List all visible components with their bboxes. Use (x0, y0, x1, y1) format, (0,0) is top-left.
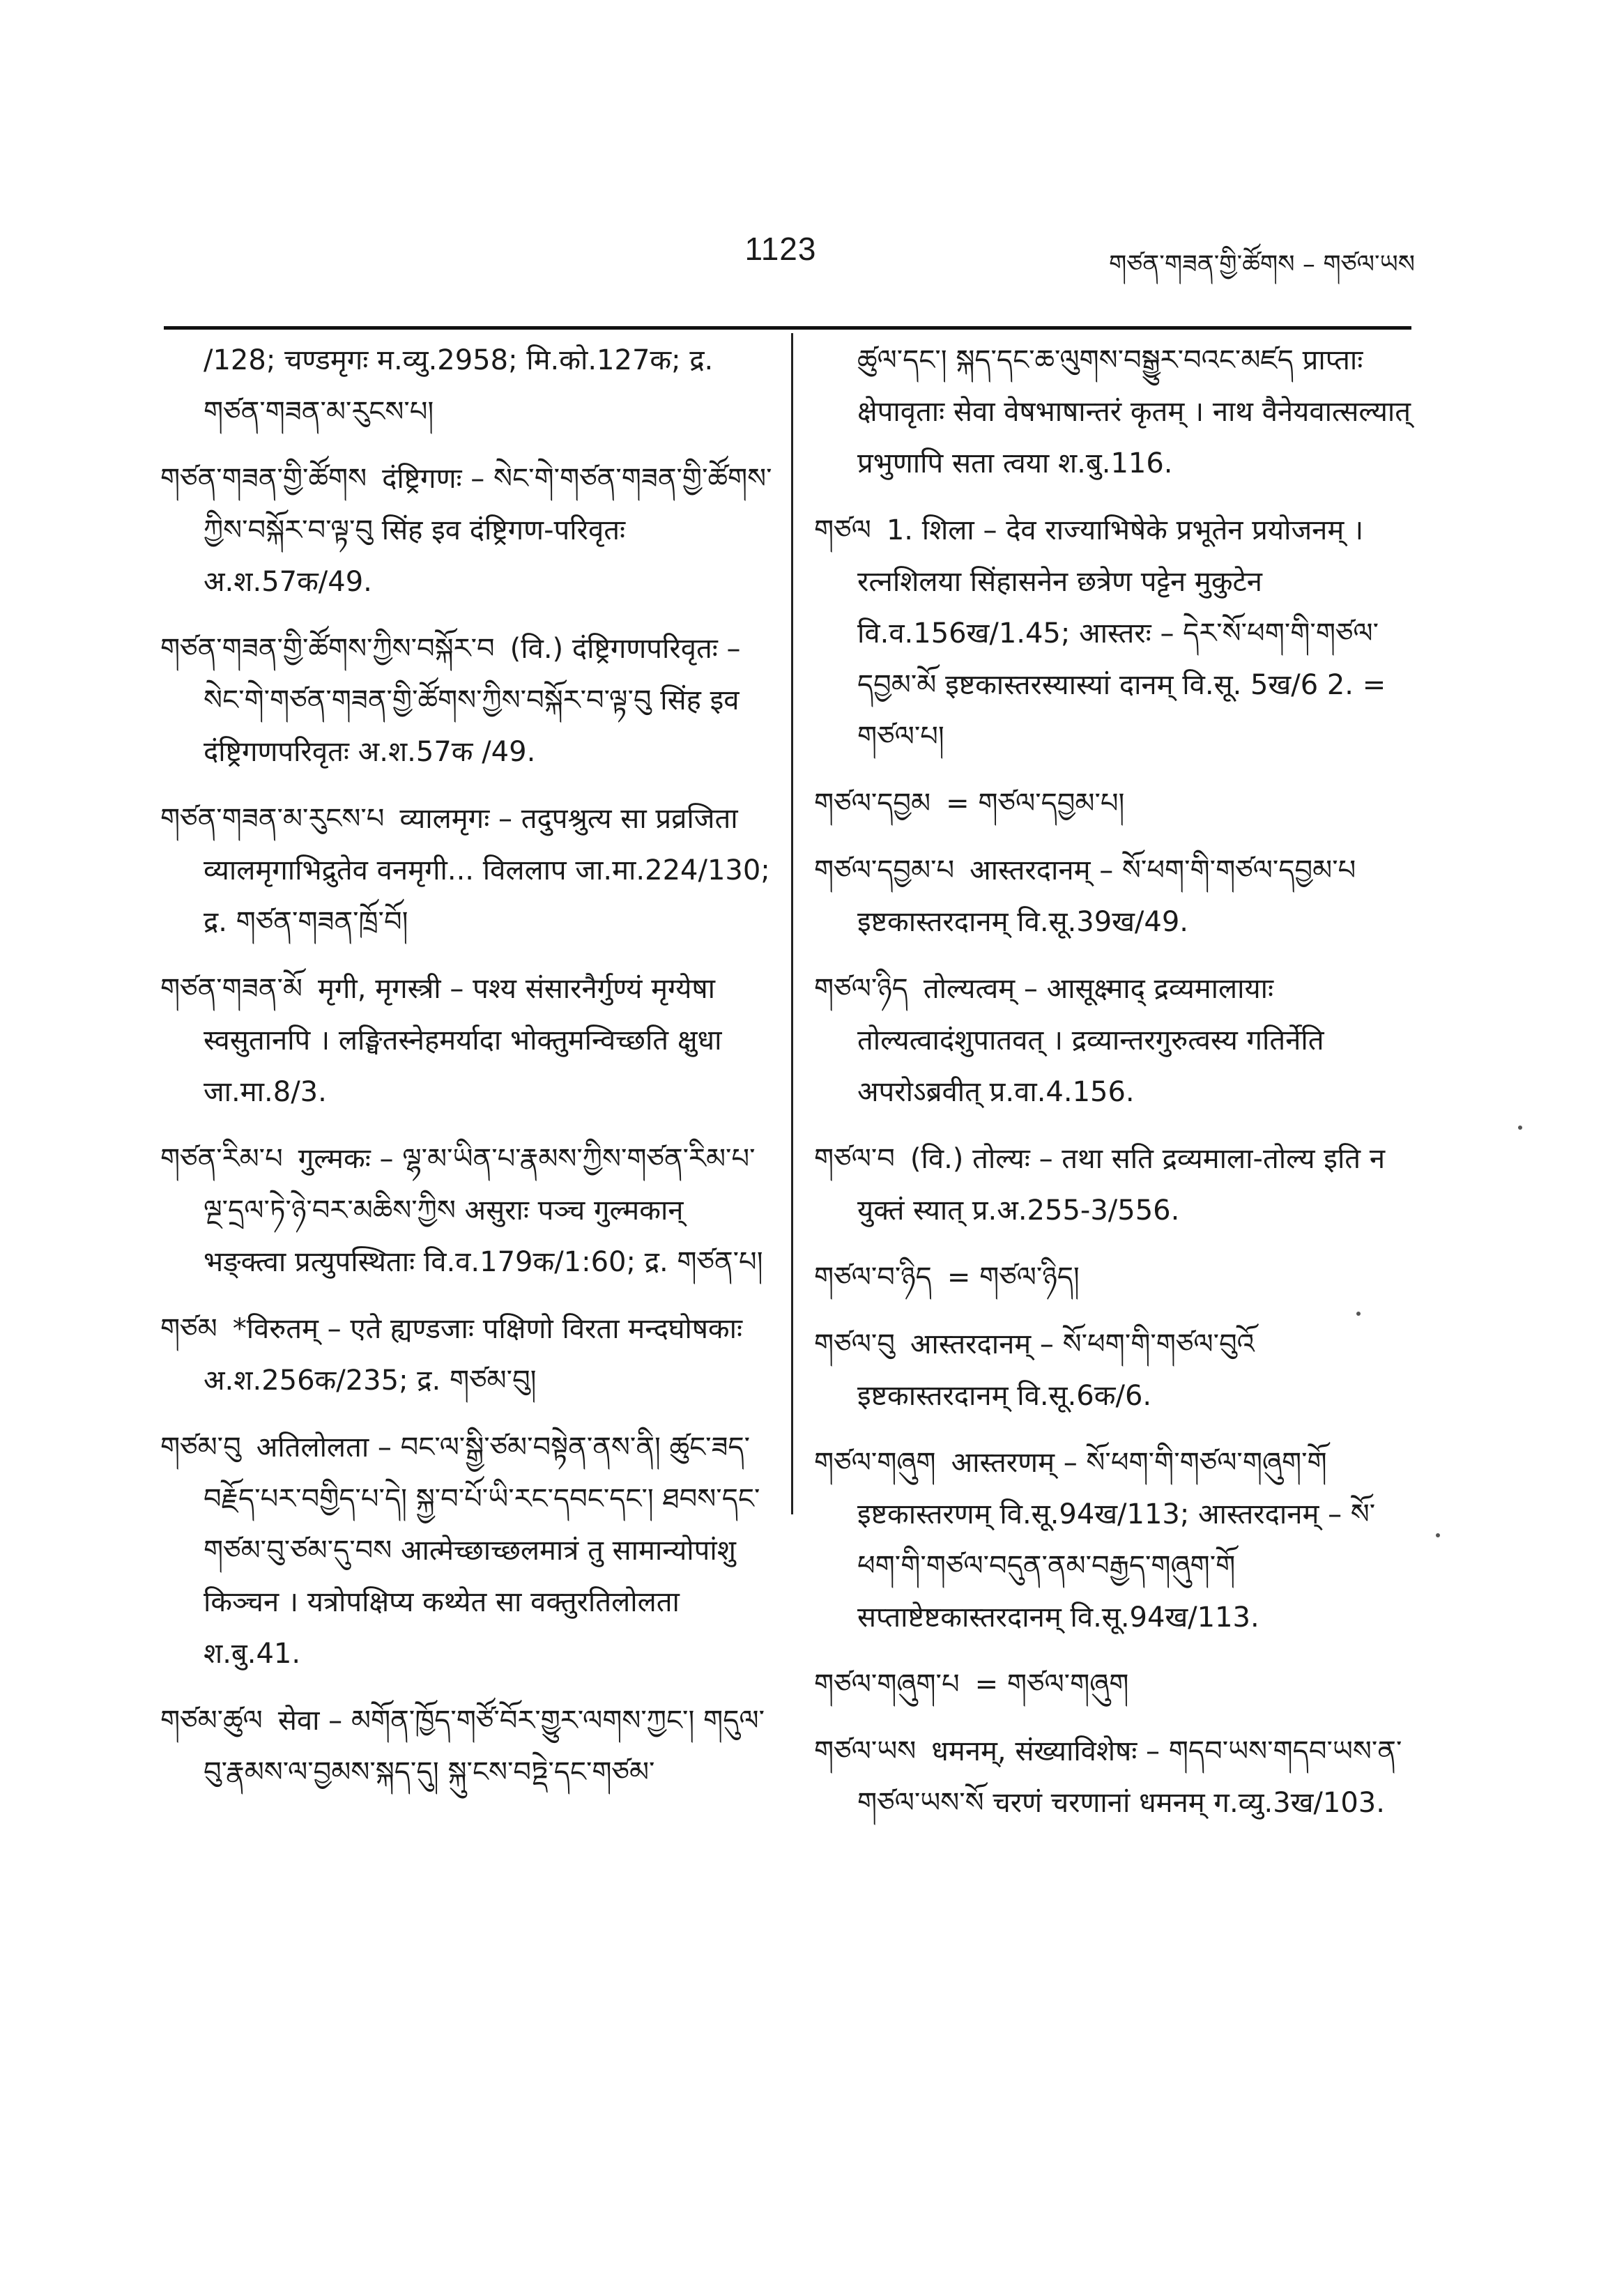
entry-headword: གཙམ་བུ (160, 1431, 241, 1464)
entry-text: = གཙལ་གཞུག (974, 1668, 1129, 1700)
entry-text: आस्तरदानम् – སོ་ཕག་གི་གཙལ་བུའོ इष्टकास्तरदानम् वि.सू.6क/6. (857, 1328, 1255, 1412)
entry-headword: གཙན་གཟན་གྱི་ཚོགས་ཀྱིས་བསྐོར་བ (160, 633, 495, 665)
right-column (814, 335, 1414, 1844)
dictionary-entry (160, 453, 774, 608)
dictionary-entry (814, 1659, 1414, 1710)
entry-text: (वि.) तोल्यः – तथा सति द्रव्यमाला-तोल्य इति न युक्तं स्यात् प्र.अ.255-3/556. (857, 1143, 1386, 1227)
entry-headword: གཙན་གཟན་མ་རུངས་པ (160, 803, 385, 835)
dictionary-entry (814, 778, 1414, 829)
dictionary-entry (160, 1133, 774, 1288)
header-rule (164, 326, 1411, 330)
page-number: 1123 (744, 231, 817, 267)
dictionary-entry (814, 1319, 1414, 1422)
dictionary-entry (160, 963, 774, 1118)
dictionary-entry (160, 1422, 774, 1680)
entry-text: अतिलोलता – བང་ལ་སྒྱི་ཙམ་བསྟེན་ནས་ནི། ཚུང་ཟད་བརྗོད་པར་བགྱིད་པ་དེ། སྐྱ་བ་པོ་ཡི་རང་དབང་དང་། ཐབས་དང་གཙམ་བུ་ཙམ་དུ་བས आत्मेच्छाच्छलमात्रं तु सामान्योपांशु किञ्चन । यत्रोपक्षिप्य कथ्येत सा वक्तुरतिलोलता श.बु.41. (204, 1431, 760, 1670)
entry-headword: གཙལ་བུ (814, 1328, 895, 1360)
entry-text: सेवा – མགོན་ཁྱོད་གཙོ་བོར་གྱུར་ལགས་ཀྱང་། གདུལ་བུ་རྣམས་ལ་བྱམས་སྐད་དུ། སྐུ་ངས་བཏྡེ་དང་གཙམ་ (204, 1705, 765, 1788)
entry-headword: གཙན་རིམ་པ (160, 1143, 283, 1175)
entry-text: तोल्यत्वम् – आसूक्ष्माद् द्रव्यमालायाः तोल्यत्वादंशुपातवत् । द्रव्यान्तरगुरुत्वस्य गतिर्नेति अपरोऽब्रवीत् प्र.वा.4.156. (857, 973, 1324, 1108)
entry-headword: གཙལ་དབྱམ (814, 788, 931, 820)
entry-headword: གཙལ་གཞུག (814, 1447, 936, 1479)
dictionary-entry (814, 505, 1414, 762)
entry-headword: གཙམ་ཚུལ (160, 1705, 263, 1737)
entry-text: आस्तरणम् – སོ་ཕག་གི་གཙལ་གཞུག་གོ इष्टकास्तरणम् वि.सू.94ख/113; आस्तरदानम् – སོ་ཕག་གི་གཙལ་བདུན་ནམ་བརྒྱད་གཞུག་གོ सप्ताष्टेष्टकास्तरदानम् वि.सू.94ख/113. (857, 1447, 1376, 1634)
dictionary-entry (814, 1133, 1414, 1236)
entry-headword: གཙལ་ཡས (814, 1735, 917, 1767)
dictionary-entry (160, 1303, 774, 1406)
dictionary-entry (160, 793, 774, 948)
entry-headword: གཙལ་དབྱམ་པ (814, 854, 955, 886)
speck (1518, 1126, 1522, 1130)
entry-text: गुल्मकः – ལྷ་མ་ཡིན་པ་རྣམས་ཀྱིས་གཙན་རིམ་པ་ལྔ་དྲལ་ཏེ་ཉེ་བར་མཆིས་ཀྱིས असुराः पञ्च गुल्मकान् भङ्क्त्वा प्रत्युपस्थिताः वि.व.179क/1:60; द्र. གཙན་པ། (204, 1143, 763, 1278)
dictionary-entry (814, 1252, 1414, 1303)
running-head: གཙན་གཟན་གྱི་ཚོགས – གཙལ་ཡས (1109, 250, 1415, 279)
entry-text: 1. शिला – देव राज्याभिषेके प्रभूतेन प्रयोजनम् । रत्नशिलया सिंहासनेन छत्रेण पट्टेन मुकुटेन वि.व.156ख/1.45; आस्तरः – དེར་སོ་ཕག་གི་གཙལ་དབྱམ་མོ इष्टकास्तरस्यास्यां दानम् वि.सू. 5ख/6 2. = གཙལ་པ། (857, 514, 1386, 753)
entry-headword: གཙལ་བ་ཉིད (814, 1261, 932, 1293)
dictionary-entry (160, 623, 774, 778)
speck (1356, 1312, 1361, 1316)
left-column (160, 335, 774, 1813)
entry-text: = གཙལ་དབྱམ་པ། (946, 788, 1125, 820)
entry-headword: གཙན་གཟན་གྱི་ཚོགས (160, 463, 367, 495)
dictionary-entry (814, 845, 1414, 948)
dictionary-entry (814, 1437, 1414, 1643)
dictionary-entry (814, 335, 1414, 489)
entry-text: धमनम्, संख्याविशेषः – གདབ་ཡས་གདབ་ཡས་ན་གཙལ་ཡས་སོ चरणं चरणानां धमनम् ग.व्यु.3ख/103. (857, 1735, 1402, 1819)
entry-text: ཚུལ་དང་། སྐད་དང་ཆ་ལུགས་བསྒྱུར་བའང་མཛད प्राप्ताः क्षेपावृताः सेवा वेषभाषान्तरं कृतम् । नाथ वैनेयवात्सल्यात् प्रभुणापि सता त्वया श.बु.116. (857, 344, 1411, 479)
column-divider (791, 333, 793, 1514)
entry-text: *विरुतम् – एते ह्यण्डजाः पक्षिणो विरता मन्दघोषकाः अ.श.256क/235; द्र. གཙམ་བུ། (204, 1313, 743, 1397)
dictionary-entry (160, 335, 774, 438)
entry-text: आस्तरदानम् – སོ་ཕག་གི་གཙལ་དབྱམ་པ इष्टकास्तरदानम् वि.सू.39ख/49. (857, 854, 1356, 938)
entry-headword: གཙལ (814, 514, 871, 546)
entry-headword: གཙལ་གཞུག་པ (814, 1668, 960, 1700)
entry-text: (वि.) दंष्ट्रिगणपरिवृतः – སེང་གེ་གཙན་གཟན་གྱི་ཚོགས་ཀྱིས་བསྐོར་བ་ལྟ་བུ सिंह इव दंष्ट्रिगणपरिवृतः अ.श.57क /49. (204, 633, 741, 768)
entry-text: मृगी, मृगस्त्री – पश्य संसारनैर्गुण्यं मृग्येषा स्वसुतानपि । लङ्घितस्नेहमर्यादा भोक्तुमन्विच्छति क्षुधा जा.मा.8/3. (204, 973, 722, 1108)
dictionary-entry (160, 1695, 774, 1798)
entry-headword: གཙམ (160, 1313, 217, 1345)
entry-text: = གཙལ་ཉིད། (947, 1261, 1080, 1293)
speck (1436, 1533, 1440, 1537)
entry-text: व्यालमृगः – तदुपश्रुत्य सा प्रव्रजिता व्यालमृगाभिद्रुतेव वनमृगी... विललाप जा.मा.224/130; द्र. གཙན་གཟན་ཁྲོ་བོ། (204, 803, 770, 938)
entry-headword: གཙན་གཟན་མོ (160, 973, 302, 1005)
entry-text: /128; चण्डमृगः म.व्यु.2958; मि.को.127क; द्र. གཙན་གཟན་མ་རུངས་པ། (204, 344, 714, 428)
dictionary-entry (814, 963, 1414, 1118)
entry-text: दंष्ट्रिगणः – སེང་གེ་གཙན་གཟན་གྱི་ཚོགས་ཀྱིས་བསྐོར་བ་ལྟ་བུ सिंह इव दंष्ट्रिगण-परिवृतः अ.श.57क/49. (204, 463, 772, 598)
entry-headword: གཙལ་ཉིད (814, 973, 908, 1005)
entry-headword: གཙལ་བ (814, 1143, 895, 1175)
dictionary-entry (814, 1726, 1414, 1829)
